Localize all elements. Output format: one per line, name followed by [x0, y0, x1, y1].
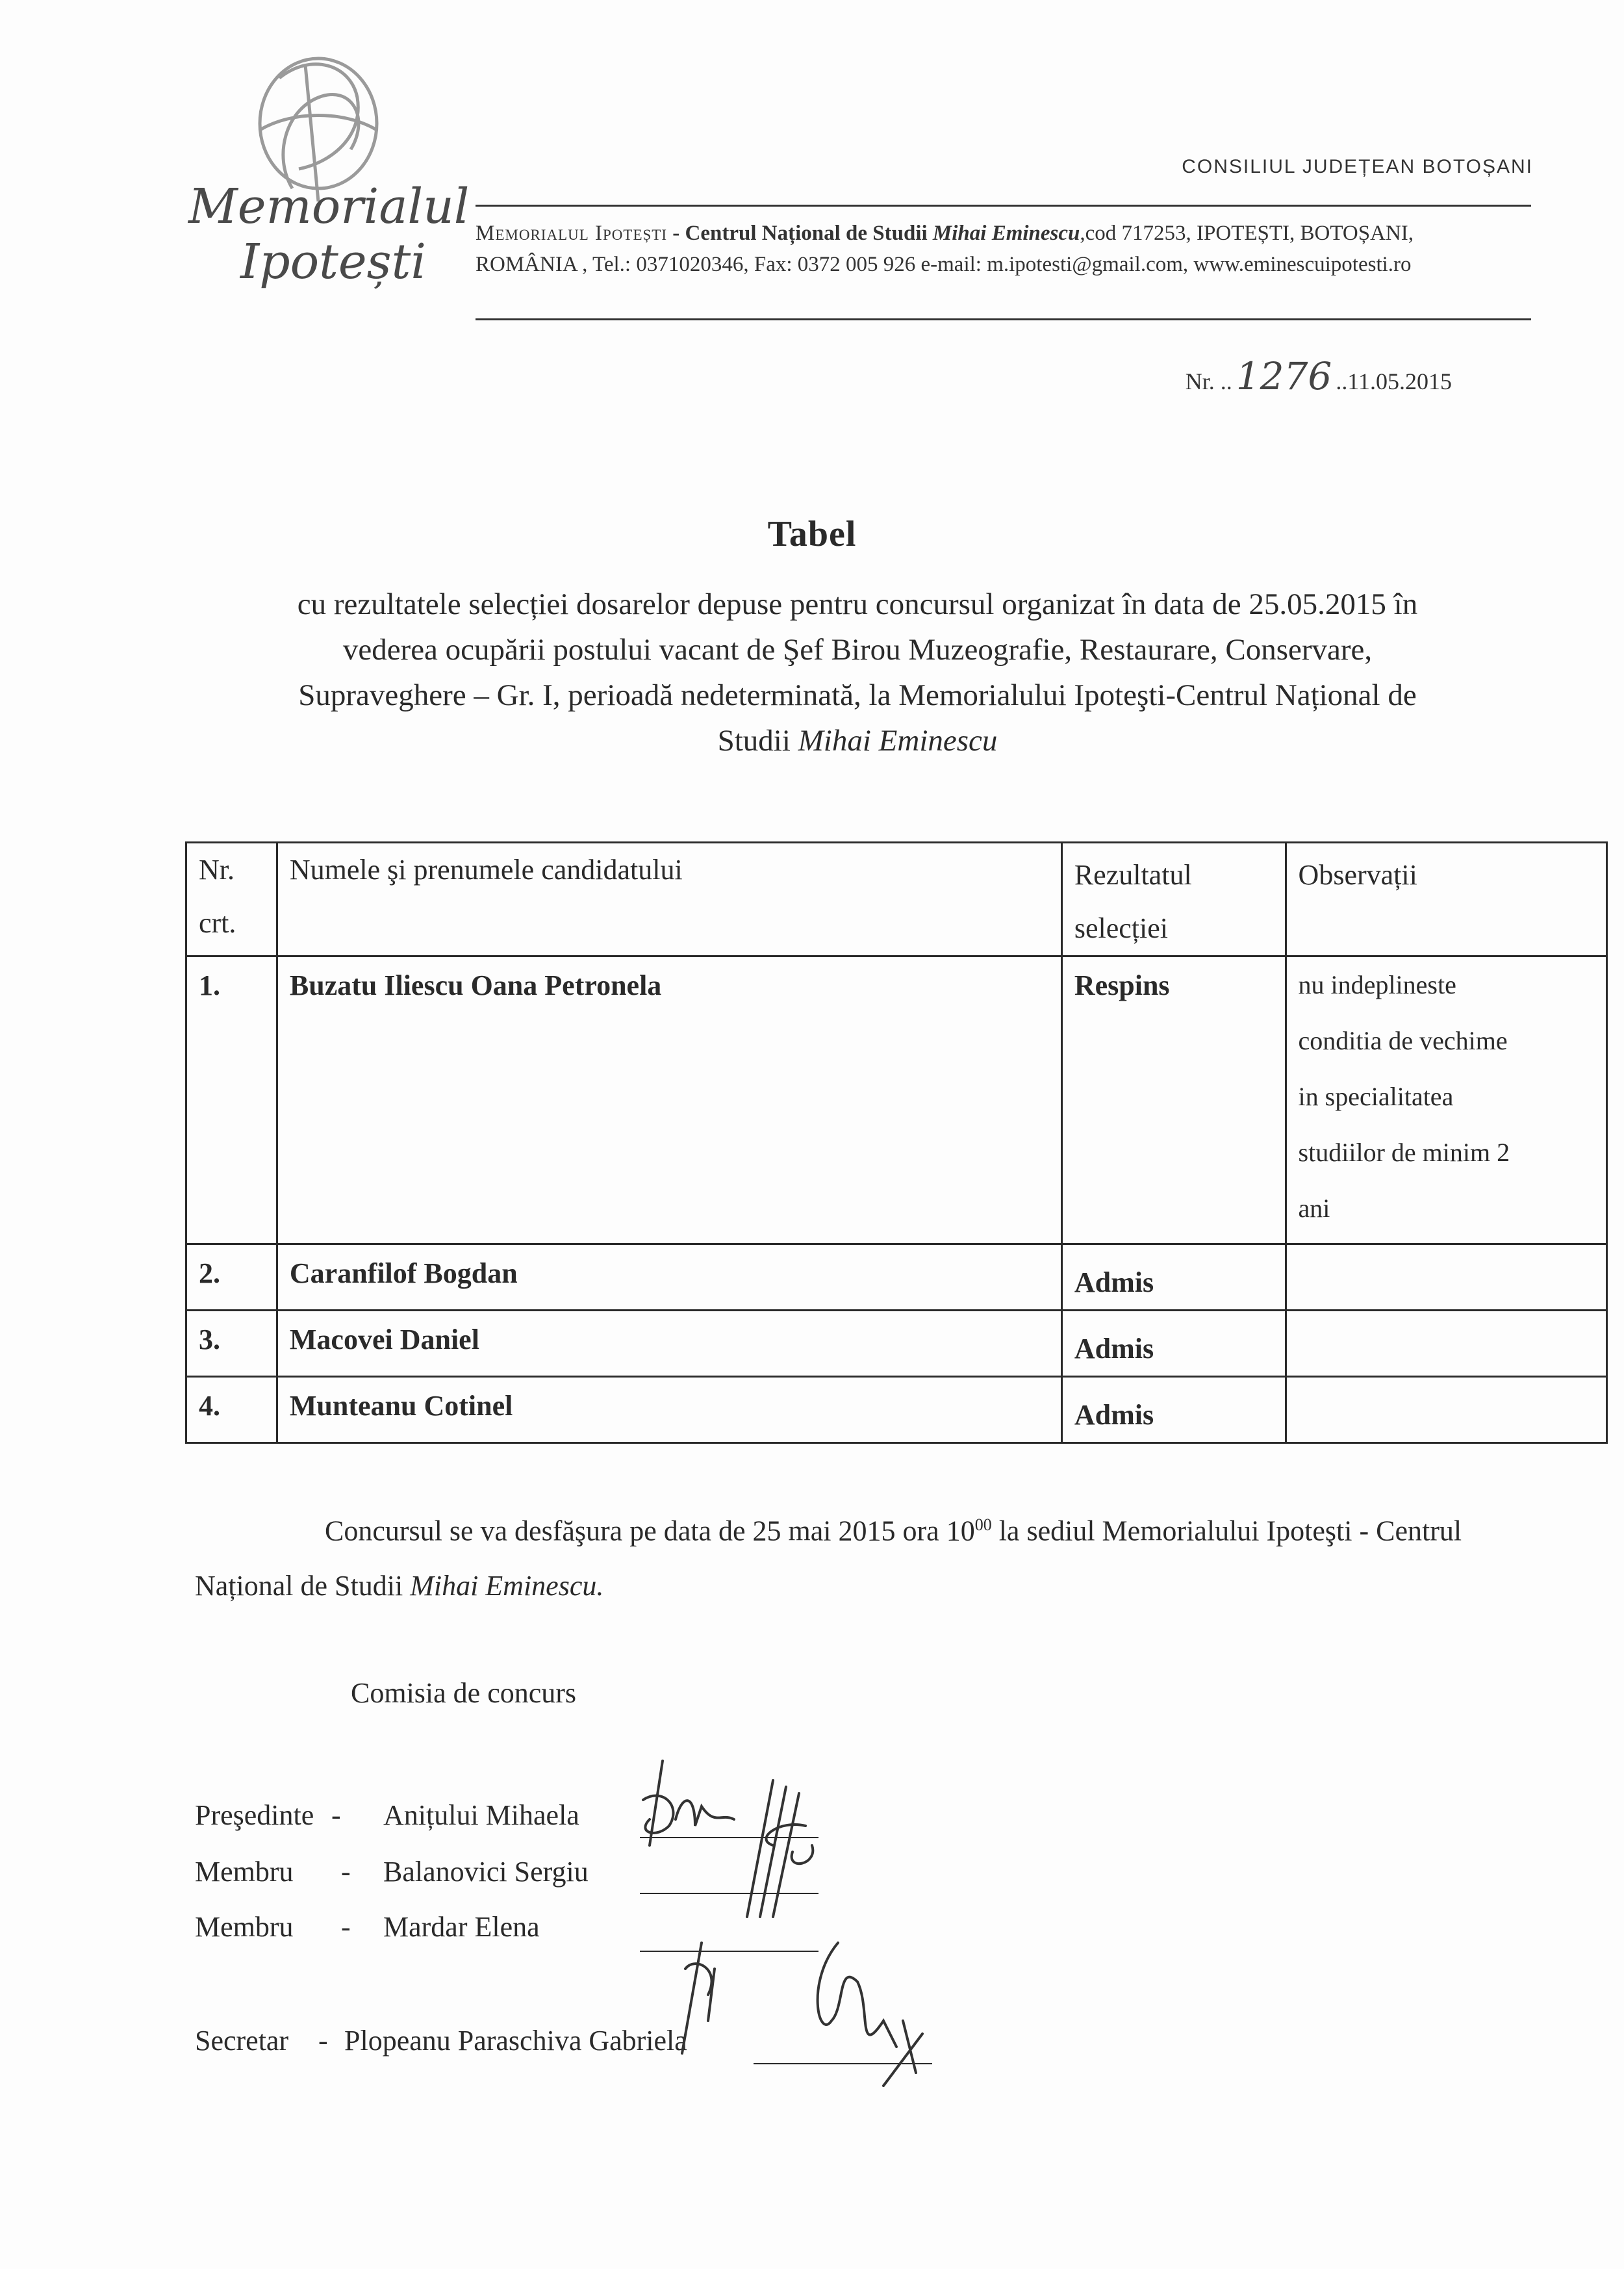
row-nr: 4. [186, 1377, 277, 1443]
logo-script-line1: Memorialul [188, 179, 470, 235]
row-nr: 3. [186, 1311, 277, 1377]
member-dash-1: - [331, 1799, 341, 1831]
header-rule-bottom [476, 318, 1531, 320]
table-row [186, 1377, 1607, 1443]
header-nr: Nr. crt. [186, 843, 277, 956]
institution-name: Memorialul Ipotești [476, 222, 668, 245]
closing-hour-sup: 00 [974, 1515, 992, 1534]
institution-contact: ,cod 717253, IPOTEȘTI, BOTOȘANI, ROMÂNIA , Tel.: 0371020346, Fax: 0372 005 926 e-mail: m.ipotesti@gmail.com, www.eminescuipotesti.ro [476, 222, 1414, 276]
registration-date: ..11.05.2015 [1336, 368, 1452, 394]
row-result: Admis [1061, 1311, 1286, 1377]
header-rule-top [476, 205, 1531, 207]
secretary-role: Secretar [195, 2025, 289, 2057]
registration-number [1186, 354, 1452, 398]
header-observations: Observații [1286, 843, 1606, 956]
row-name: Munteanu Cotinel [277, 1377, 1061, 1443]
results-table [185, 841, 1608, 1444]
member-role-3: Membru [195, 1911, 294, 1943]
row-nr: 2. [186, 1244, 277, 1311]
member-name-1: Anițului Mihaela [383, 1799, 579, 1831]
row-observations: nu indeplineste conditia de vechime in specialitatea studiilor de minim 2 ani [1286, 956, 1606, 1244]
row-result: Admis [1061, 1377, 1286, 1443]
intro-italic: Mihai Eminescu [798, 724, 998, 758]
secretary-dash: - [318, 2025, 328, 2057]
row-name: Caranfilof Bogdan [277, 1244, 1061, 1311]
member-name-2: Balanovici Sergiu [383, 1856, 589, 1888]
member-role-1: Preşedinte [195, 1799, 314, 1831]
header-name: Numele şi prenumele candidatului [277, 843, 1061, 956]
institution-center: Centrul Național de Studii [685, 222, 928, 245]
document-intro [260, 582, 1455, 763]
intro-text: cu rezultatele selecției dosarelor depuse pentru concursul organizat în data de 25.05.2015 în vederea ocupării postului vacant de Şef Birou Muzeografie, Restaurare, Conservare, Supraveghere – Gr. I, perioadă nedeterminată, la Memorialului Ipoteşti-Centrul Național de Studii [297, 587, 1418, 758]
row-result: Respins [1061, 956, 1286, 1244]
row-observations [1286, 1377, 1606, 1443]
member-dash-2: - [341, 1856, 351, 1888]
memorialul-logo [188, 39, 470, 312]
row-result: Admis [1061, 1244, 1286, 1311]
document-title: Tabel [767, 514, 857, 554]
logo-script-line2: Ipotești [240, 234, 427, 290]
signatures-icon [624, 1748, 961, 2151]
closing-paragraph [195, 1498, 1533, 1613]
closing-italic: Mihai Eminescu. [410, 1569, 604, 1602]
registration-handwritten-number: 1276 [1236, 354, 1332, 398]
secretary-name: Plopeanu Paraschiva Gabriela [344, 2025, 687, 2057]
row-name: Macovei Daniel [277, 1311, 1061, 1377]
member-name-3: Mardar Elena [383, 1911, 540, 1943]
member-dash-3: - [341, 1911, 351, 1943]
header-result: Rezultatul selecției [1061, 843, 1286, 956]
council-name: CONSILIUL JUDEȚEAN BOTOȘANI [1182, 156, 1533, 177]
table-row [186, 1244, 1607, 1311]
row-observations [1286, 1244, 1606, 1311]
table-header-row [186, 843, 1607, 956]
row-name: Buzatu Iliescu Oana Petronela [277, 956, 1061, 1244]
institution-center-italic: Mihai Eminescu [932, 222, 1080, 245]
table-row [186, 1311, 1607, 1377]
registration-prefix: Nr. .. [1185, 368, 1232, 394]
row-nr: 1. [186, 956, 277, 1244]
commission-title: Comisia de concurs [351, 1677, 577, 1709]
closing-text-1: Concursul se va desfăşura pe data de 25 mai 2015 ora 10 [325, 1515, 975, 1547]
row-observations [1286, 1311, 1606, 1377]
table-row [186, 956, 1607, 1244]
closing-text-2: la sediul Memorialului Ipoteşti - Centrul Național de Studii [195, 1515, 1462, 1602]
institution-dash: - [667, 222, 685, 245]
institution-address [476, 218, 1489, 280]
member-role-2: Membru [195, 1856, 294, 1888]
